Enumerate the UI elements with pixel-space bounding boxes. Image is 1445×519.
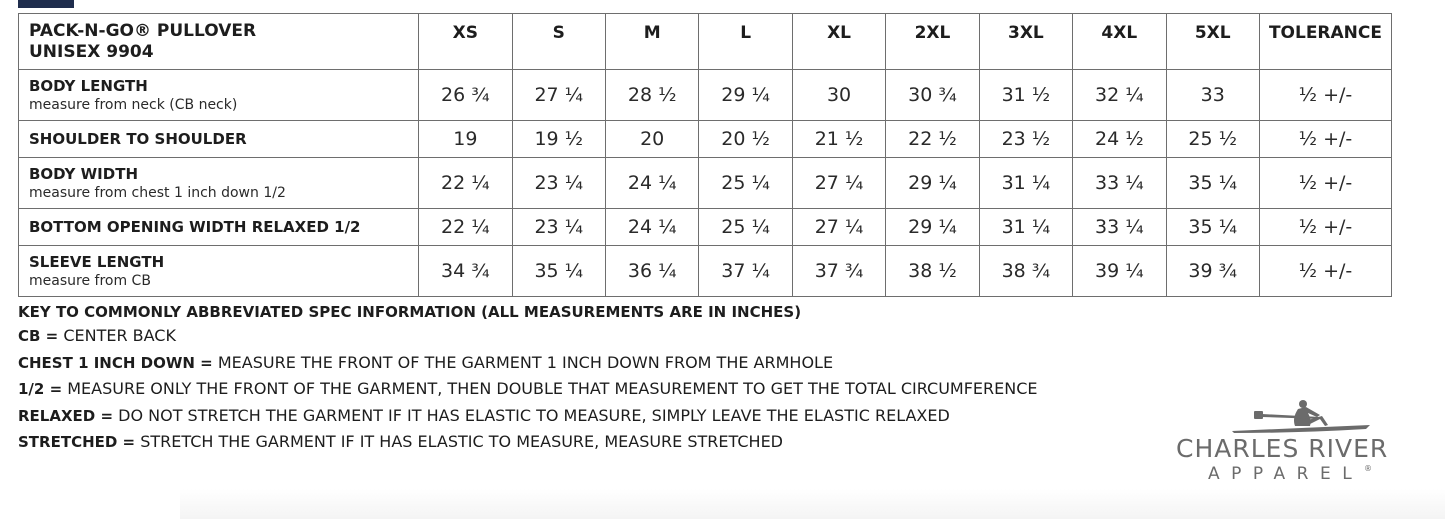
table-header-row <box>19 14 1392 70</box>
measurement-value: 28 ½ <box>605 70 698 121</box>
measurement-value: 23 ½ <box>979 121 1072 158</box>
measurement-value: 38 ½ <box>886 246 979 297</box>
measurement-value: 32 ¼ <box>1073 70 1166 121</box>
measurement-value: 22 ¼ <box>419 209 512 246</box>
measurement-value: 33 <box>1166 70 1259 121</box>
key-term: RELAXED = <box>18 406 114 425</box>
key-definition: STRETCH THE GARMENT IF IT HAS ELASTIC TO MEASURE, MEASURE STRETCHED <box>140 432 783 451</box>
measurement-value: 23 ¼ <box>512 158 605 209</box>
measurement-value: 31 ¼ <box>979 158 1072 209</box>
top-accent-tab <box>18 0 74 8</box>
tolerance-value: ½ +/- <box>1259 246 1391 297</box>
size-header: 3XL <box>979 14 1072 70</box>
measurement-name: BODY LENGTH <box>29 76 148 95</box>
measurement-value: 22 ½ <box>886 121 979 158</box>
measurement-value: 24 ½ <box>1073 121 1166 158</box>
size-spec-table <box>18 13 1392 297</box>
measurement-value: 20 ½ <box>699 121 792 158</box>
measurement-value: 29 ¼ <box>886 158 979 209</box>
abbreviation-key <box>18 301 1118 456</box>
key-item <box>18 376 1118 403</box>
bottom-shade <box>180 489 1445 519</box>
measurement-value: 35 ¼ <box>1166 158 1259 209</box>
product-style: UNISEX 9904 <box>29 42 154 62</box>
brand-logo <box>1170 398 1398 488</box>
measurement-value: 36 ¼ <box>605 246 698 297</box>
measurement-value: 20 <box>605 121 698 158</box>
key-item <box>18 429 1118 456</box>
brand-name: CHARLES RIVER <box>1176 434 1389 463</box>
measurement-instruction: measure from chest 1 inch down 1/2 <box>29 184 286 201</box>
measurement-value: 26 ¾ <box>419 70 512 121</box>
size-header: 5XL <box>1166 14 1259 70</box>
measurement-value: 31 ¼ <box>979 209 1072 246</box>
measurement-value: 35 ¼ <box>512 246 605 297</box>
measurement-name: BODY WIDTH <box>29 164 138 183</box>
key-definition: MEASURE ONLY THE FRONT OF THE GARMENT, THEN DOUBLE THAT MEASUREMENT TO GET THE TOTAL CIRCUMFERENCE <box>67 379 1038 398</box>
measurement-value: 22 ¼ <box>419 158 512 209</box>
tolerance-value: ½ +/- <box>1259 70 1391 121</box>
measurement-label <box>19 209 419 246</box>
key-item <box>18 323 1118 350</box>
tolerance-value: ½ +/- <box>1259 158 1391 209</box>
measurement-value: 38 ¾ <box>979 246 1072 297</box>
measurement-value: 27 ¼ <box>792 158 885 209</box>
key-term: 1/2 = <box>18 380 63 398</box>
measurement-value: 21 ½ <box>792 121 885 158</box>
measurement-value: 37 ¾ <box>792 246 885 297</box>
measurement-value: 19 ½ <box>512 121 605 158</box>
measurement-value: 39 ¾ <box>1166 246 1259 297</box>
key-definition: DO NOT STRETCH THE GARMENT IF IT HAS ELASTIC TO MEASURE, SIMPLY LEAVE THE ELASTIC RELAXED <box>118 405 950 425</box>
measurement-instruction: measure from CB <box>29 272 151 289</box>
measurement-value: 37 ¼ <box>699 246 792 297</box>
measurement-value: 25 ¼ <box>699 209 792 246</box>
measurement-name: SLEEVE LENGTH <box>29 252 165 271</box>
size-header: M <box>605 14 698 70</box>
measurement-value: 30 ¾ <box>886 70 979 121</box>
measurement-value: 23 ¼ <box>512 209 605 246</box>
measurement-value: 29 ¼ <box>886 209 979 246</box>
product-name: PACK-N-GO® PULLOVER <box>29 21 257 41</box>
table-row <box>19 246 1392 297</box>
measurement-value: 31 ½ <box>979 70 1072 121</box>
measurement-value: 39 ¼ <box>1073 246 1166 297</box>
key-definition: MEASURE THE FRONT OF THE GARMENT 1 INCH DOWN FROM THE ARMHOLE <box>217 352 834 372</box>
measurement-value: 29 ¼ <box>699 70 792 121</box>
measurement-value: 25 ¼ <box>699 158 792 209</box>
size-header: L <box>699 14 792 70</box>
measurement-value: 24 ¼ <box>605 209 698 246</box>
key-item <box>18 350 1118 377</box>
measurement-label <box>19 121 419 158</box>
measurement-label <box>19 70 419 121</box>
measurement-value: 19 <box>419 121 512 158</box>
tolerance-value: ½ +/- <box>1259 209 1391 246</box>
measurement-value: 33 ¼ <box>1073 209 1166 246</box>
table-row <box>19 70 1392 121</box>
measurement-value: 30 <box>792 70 885 121</box>
key-definition: CENTER BACK <box>63 326 176 345</box>
measurement-name: SHOULDER TO SHOULDER <box>29 129 247 148</box>
size-header: S <box>512 14 605 70</box>
tolerance-value: ½ +/- <box>1259 121 1391 158</box>
table-row <box>19 158 1392 209</box>
rower-icon <box>1170 398 1398 438</box>
measurement-value: 35 ¼ <box>1166 209 1259 246</box>
table-row <box>19 121 1392 158</box>
brand-subtitle: APPAREL <box>1208 464 1364 484</box>
product-title <box>19 14 419 70</box>
size-header: XL <box>792 14 885 70</box>
size-header: XS <box>419 14 512 70</box>
measurement-value: 24 ¼ <box>605 158 698 209</box>
size-header: 4XL <box>1073 14 1166 70</box>
tolerance-header: TOLERANCE <box>1259 14 1391 70</box>
measurement-value: 33 ¼ <box>1073 158 1166 209</box>
key-item <box>18 403 1118 430</box>
measurement-instruction: measure from neck (CB neck) <box>29 96 238 113</box>
key-term: CHEST 1 INCH DOWN = <box>18 353 213 372</box>
registered-mark: ® <box>1364 464 1372 473</box>
measurement-value: 34 ¾ <box>419 246 512 297</box>
measurement-value: 27 ¼ <box>512 70 605 121</box>
key-term: STRETCHED = <box>18 433 136 451</box>
key-title: KEY TO COMMONLY ABBREVIATED SPEC INFORMATION (ALL MEASUREMENTS ARE IN INCHES) <box>18 303 802 321</box>
measurement-value: 27 ¼ <box>792 209 885 246</box>
measurement-name: BOTTOM OPENING WIDTH RELAXED 1/2 <box>29 217 361 236</box>
key-term: CB = <box>18 327 59 345</box>
measurement-label <box>19 158 419 209</box>
measurement-value: 25 ½ <box>1166 121 1259 158</box>
table-row <box>19 209 1392 246</box>
size-header: 2XL <box>886 14 979 70</box>
measurement-label <box>19 246 419 297</box>
